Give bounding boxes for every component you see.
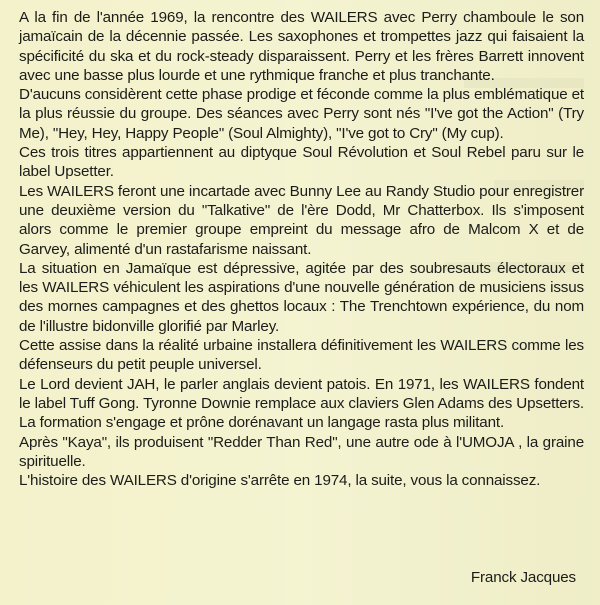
paragraph: Le Lord devient JAH, le parler anglais devient patois. En 1971, les WAILERS fondent le label Tuff Gong. Tyronne Downie remplace aux claviers Glen Adams des Upsetters. La formation s'engage et prône dorénavant un langage rasta plus militant. — [19, 375, 584, 432]
article-body — [19, 8, 584, 490]
paragraph: Ces trois titres appartiennent au diptyque Soul Révolution et Soul Rebel paru sur le label Upsetter. — [19, 144, 584, 181]
paragraph: La situation en Jamaïque est dépressive, agitée par des soubresauts électoraux et les WAILERS véhiculent les aspirations d'une nouvelle génération de musiciens issus des mornes campagnes et des ghettos locaux : The Trenchtown expérience, du nom de l'illustre bidonville glorifié par Marley. — [19, 259, 584, 335]
paragraph: Après "Kaya", ils produisent "Redder Than Red", une autre ode à l'UMOJA , la graine spirituelle. — [19, 433, 584, 470]
author-signature: Franck Jacques — [470, 569, 576, 586]
paragraph: Les WAILERS feront une incartade avec Bunny Lee au Randy Studio pour enregistrer une deuxième version du "Talkative" de l'ère Dodd, Mr Chatterbox. Ils s'imposent alors comme le premier groupe empreint du message afro de Malcom X et de Garvey, alimenté d'un rastafarisme naissant. — [19, 182, 584, 258]
paragraph: A la fin de l'année 1969, la rencontre des WAILERS avec Perry chamboule le son jamaïcain de la décennie passée. Les saxophones et trompettes jazz qui faisaient la spécificité du ska et du rock-steady disparaissent. Perry et les frères Barrett innovent avec une basse plus lourde et une rythmique franche et plus tranchante. — [19, 9, 584, 84]
paragraph: L'histoire des WAILERS d'origine s'arrête en 1974, la suite, vous la connaissez. — [19, 472, 541, 490]
paragraph: D'aucuns considèrent cette phase prodige et féconde comme la plus emblématique et la plus réussie du groupe. Des séances avec Perry sont nés "I've got the Action" (Try Me), "Hey, Hey, Happy People" (Soul Almighty), "I've got to Cry" (My cup). — [19, 86, 584, 142]
paragraph: Cette assise dans la réalité urbaine installera définitivement les WAILERS comme les défenseurs du petit peuple universel. — [19, 337, 584, 374]
